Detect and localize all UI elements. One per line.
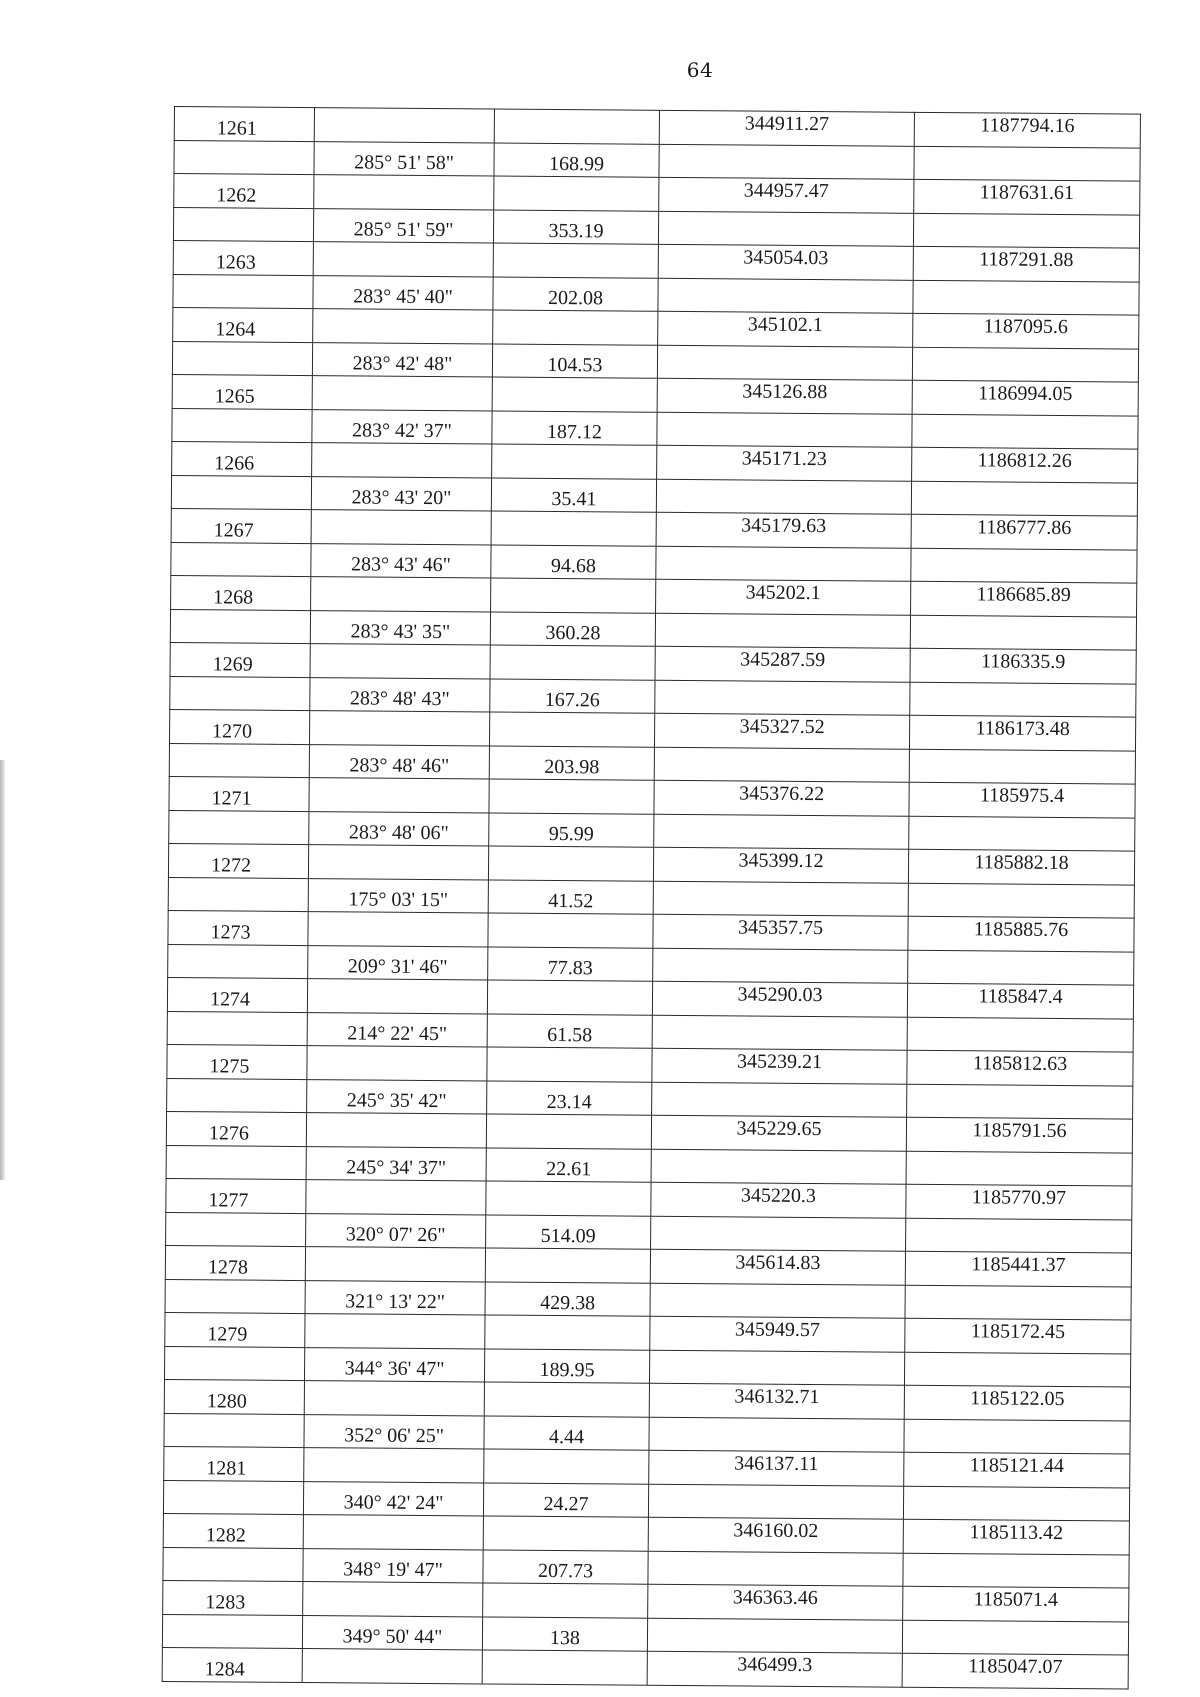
northing-value: 1185441.37	[905, 1251, 1131, 1286]
easting-value: 345171.23	[657, 445, 912, 481]
empty-cell	[907, 1017, 1133, 1052]
empty-cell	[653, 881, 908, 917]
empty-cell	[656, 546, 911, 582]
empty-cell	[910, 615, 1136, 650]
empty-cell	[904, 1419, 1130, 1454]
empty-cell	[649, 1350, 904, 1386]
bearing-value: 348° 19' 47"	[303, 1548, 483, 1583]
distance-value: 429.38	[485, 1281, 650, 1316]
bearing-value: 245° 34' 37"	[306, 1146, 486, 1181]
easting-value: 345239.21	[652, 1048, 907, 1084]
distance-value: 35.41	[491, 478, 656, 513]
northing-value: 1186812.26	[912, 447, 1138, 482]
empty-cell	[653, 948, 908, 984]
northing-value: 1185885.76	[908, 916, 1134, 951]
empty-cell	[309, 711, 489, 746]
empty-cell	[906, 1151, 1132, 1186]
easting-value: 346363.46	[648, 1584, 903, 1620]
empty-cell	[906, 1218, 1132, 1253]
easting-value: 345179.63	[656, 512, 911, 548]
empty-cell	[487, 1047, 652, 1082]
easting-value: 344957.47	[659, 177, 914, 213]
empty-cell	[903, 1486, 1129, 1521]
empty-cell	[902, 1620, 1128, 1655]
station-id: 1268	[171, 575, 311, 610]
station-id: 1272	[168, 843, 308, 878]
empty-cell	[303, 1515, 483, 1550]
empty-cell	[304, 1381, 484, 1416]
empty-cell	[169, 810, 309, 845]
station-id: 1279	[165, 1312, 305, 1347]
distance-value: 360.28	[490, 612, 655, 647]
empty-cell	[651, 1216, 906, 1252]
bearing-value: 340° 42' 24"	[303, 1481, 483, 1516]
empty-cell	[482, 1650, 647, 1685]
empty-cell	[172, 408, 312, 443]
empty-cell	[170, 609, 310, 644]
empty-cell	[648, 1484, 903, 1520]
distance-value: 41.52	[488, 879, 653, 914]
empty-cell	[311, 510, 491, 545]
empty-cell	[172, 341, 312, 376]
distance-value: 514.09	[486, 1214, 651, 1249]
empty-cell	[305, 1247, 485, 1282]
empty-cell	[168, 877, 308, 912]
bearing-value: 352° 06' 25"	[304, 1414, 484, 1449]
northing-value: 1186685.89	[911, 581, 1137, 616]
station-id: 1273	[168, 910, 308, 945]
empty-cell	[908, 950, 1134, 985]
distance-value: 23.14	[487, 1080, 652, 1115]
easting-value: 345327.52	[654, 713, 909, 749]
empty-cell	[314, 108, 494, 143]
empty-cell	[484, 1382, 649, 1417]
empty-cell	[652, 1082, 907, 1118]
bearing-value: 283° 43' 20"	[311, 476, 491, 511]
empty-cell	[169, 743, 309, 778]
empty-cell	[307, 1046, 487, 1081]
empty-cell	[490, 645, 655, 680]
empty-cell	[910, 682, 1136, 717]
empty-cell	[655, 680, 910, 716]
empty-cell	[174, 140, 314, 175]
empty-cell	[171, 475, 311, 510]
northing-value: 1185172.45	[905, 1318, 1131, 1353]
empty-cell	[313, 242, 493, 277]
northing-value: 1185122.05	[904, 1385, 1130, 1420]
empty-cell	[173, 207, 313, 242]
easting-value: 345229.65	[651, 1115, 906, 1151]
empty-cell	[657, 412, 912, 448]
empty-cell	[905, 1285, 1131, 1320]
bearing-value: 349° 50' 44"	[302, 1615, 482, 1650]
empty-cell	[488, 846, 653, 881]
northing-value: 1186994.05	[912, 380, 1138, 415]
distance-value: 104.53	[492, 344, 657, 379]
empty-cell	[314, 175, 494, 210]
station-id: 1282	[163, 1513, 303, 1548]
empty-cell	[166, 1145, 306, 1180]
station-id: 1265	[172, 374, 312, 409]
distance-value: 353.19	[493, 210, 658, 245]
table-body	[162, 107, 1140, 1689]
station-id: 1277	[166, 1178, 306, 1213]
empty-cell	[308, 912, 488, 947]
easting-value: 345220.3	[651, 1182, 906, 1218]
station-id: 1275	[167, 1044, 307, 1079]
station-id: 1283	[163, 1580, 303, 1615]
station-id: 1270	[169, 709, 309, 744]
bearing-value: 283° 48' 06"	[309, 811, 489, 846]
station-id: 1264	[173, 307, 313, 342]
empty-cell	[652, 1015, 907, 1051]
distance-value: 94.68	[491, 545, 656, 580]
empty-cell	[311, 577, 491, 612]
empty-cell	[308, 845, 488, 880]
easting-value: 345202.1	[656, 579, 911, 615]
northing-value: 1187794.16	[914, 112, 1140, 147]
bearing-value: 214° 22' 45"	[307, 1012, 487, 1047]
distance-value: 24.27	[483, 1482, 648, 1517]
station-id: 1274	[167, 977, 307, 1012]
empty-cell	[493, 310, 658, 345]
distance-value: 187.12	[492, 411, 657, 446]
empty-cell	[307, 979, 487, 1014]
easting-value: 346132.71	[649, 1383, 904, 1419]
easting-value: 345357.75	[653, 914, 908, 950]
empty-cell	[483, 1583, 648, 1618]
empty-cell	[489, 712, 654, 747]
empty-cell	[485, 1315, 650, 1350]
empty-cell	[658, 211, 913, 247]
bearing-value: 321° 13' 22"	[305, 1280, 485, 1315]
empty-cell	[306, 1113, 486, 1148]
northing-value: 1185882.18	[908, 849, 1134, 884]
empty-cell	[659, 144, 914, 180]
empty-cell	[164, 1413, 304, 1448]
empty-cell	[648, 1551, 903, 1587]
easting-value: 346160.02	[648, 1517, 903, 1553]
distance-value: 207.73	[483, 1549, 648, 1584]
empty-cell	[658, 278, 913, 314]
empty-cell	[485, 1248, 650, 1283]
northing-value: 1185113.42	[903, 1519, 1129, 1554]
easting-value: 345949.57	[650, 1316, 905, 1352]
easting-value: 344911.27	[659, 110, 914, 146]
empty-cell	[647, 1618, 902, 1654]
empty-cell	[487, 980, 652, 1015]
empty-cell	[907, 1084, 1133, 1119]
distance-value: 95.99	[489, 812, 654, 847]
empty-cell	[306, 1180, 486, 1215]
station-id: 1278	[165, 1245, 305, 1280]
empty-cell	[492, 377, 657, 412]
bearing-value: 344° 36' 47"	[304, 1347, 484, 1382]
empty-cell	[909, 816, 1135, 851]
empty-cell	[655, 613, 910, 649]
empty-cell	[486, 1114, 651, 1149]
distance-value: 167.26	[490, 678, 655, 713]
distance-value: 168.99	[494, 143, 659, 178]
empty-cell	[166, 1212, 306, 1247]
empty-cell	[313, 309, 493, 344]
empty-cell	[304, 1448, 484, 1483]
distance-value: 22.61	[486, 1147, 651, 1182]
empty-cell	[312, 376, 492, 411]
bearing-value: 285° 51' 58"	[314, 141, 494, 176]
empty-cell	[911, 481, 1137, 516]
empty-cell	[656, 479, 911, 515]
station-id: 1281	[164, 1446, 304, 1481]
empty-cell	[903, 1553, 1129, 1588]
empty-cell	[165, 1279, 305, 1314]
empty-cell	[654, 747, 909, 783]
northing-value: 1185121.44	[904, 1452, 1130, 1487]
empty-cell	[163, 1547, 303, 1582]
bearing-value: 320° 07' 26"	[306, 1213, 486, 1248]
easting-value: 345614.83	[650, 1249, 905, 1285]
empty-cell	[483, 1516, 648, 1551]
northing-value: 1185812.63	[907, 1050, 1133, 1085]
empty-cell	[650, 1283, 905, 1319]
easting-value: 345290.03	[652, 981, 907, 1017]
empty-cell	[908, 883, 1134, 918]
station-id: 1280	[164, 1379, 304, 1414]
empty-cell	[494, 109, 659, 144]
station-id: 1263	[173, 240, 313, 275]
empty-cell	[303, 1582, 483, 1617]
empty-cell	[164, 1346, 304, 1381]
empty-cell	[651, 1149, 906, 1185]
bearing-value: 245° 35' 42"	[307, 1079, 487, 1114]
empty-cell	[913, 280, 1139, 315]
empty-cell	[173, 274, 313, 309]
northing-value: 1185770.97	[906, 1184, 1132, 1219]
empty-cell	[491, 511, 656, 546]
northing-value: 1187095.6	[913, 313, 1139, 348]
northing-value: 1187291.88	[913, 246, 1139, 281]
empty-cell	[909, 749, 1135, 784]
station-id: 1266	[172, 441, 312, 476]
northing-value: 1186173.48	[909, 715, 1135, 750]
northing-value: 1186777.86	[911, 514, 1137, 549]
station-id: 1276	[166, 1111, 306, 1146]
empty-cell	[489, 779, 654, 814]
northing-value: 1185071.4	[903, 1586, 1129, 1621]
bearing-value: 175° 03' 15"	[308, 878, 488, 913]
bearing-value: 283° 45' 40"	[313, 275, 493, 310]
empty-cell	[493, 243, 658, 278]
empty-cell	[912, 414, 1138, 449]
bearing-value: 283° 48' 43"	[310, 677, 490, 712]
bearing-value: 283° 43' 35"	[310, 610, 490, 645]
bearing-value: 283° 42' 48"	[312, 342, 492, 377]
empty-cell	[486, 1181, 651, 1216]
empty-cell	[309, 778, 489, 813]
northing-value: 1187631.61	[914, 179, 1140, 214]
empty-cell	[167, 1078, 307, 1113]
bearing-value: 285° 51' 59"	[313, 208, 493, 243]
empty-cell	[911, 548, 1137, 583]
station-id: 1271	[169, 776, 309, 811]
empty-cell	[904, 1352, 1130, 1387]
easting-value: 345287.59	[655, 646, 910, 682]
easting-value: 346499.3	[647, 1651, 902, 1687]
distance-value: 203.98	[489, 745, 654, 780]
easting-value: 345376.22	[654, 780, 909, 816]
easting-value: 345399.12	[653, 847, 908, 883]
empty-cell	[312, 443, 492, 478]
empty-cell	[491, 578, 656, 613]
empty-cell	[162, 1614, 302, 1649]
station-row	[162, 1647, 1128, 1688]
station-id: 1269	[170, 642, 310, 677]
empty-cell	[654, 814, 909, 850]
empty-cell	[488, 913, 653, 948]
northing-value: 1185047.07	[902, 1653, 1128, 1688]
station-id: 1284	[162, 1647, 302, 1682]
survey-coordinates-table	[162, 106, 1141, 1689]
northing-value: 1185847.4	[907, 983, 1133, 1018]
easting-value: 345054.03	[658, 244, 913, 280]
northing-value: 1186335.9	[910, 648, 1136, 683]
empty-cell	[914, 146, 1140, 181]
bearing-value: 283° 43' 46"	[311, 543, 491, 578]
easting-value: 345102.1	[658, 311, 913, 347]
empty-cell	[310, 644, 490, 679]
empty-cell	[167, 1011, 307, 1046]
empty-cell	[170, 676, 310, 711]
empty-cell	[484, 1449, 649, 1484]
bearing-value: 283° 42' 37"	[312, 409, 492, 444]
empty-cell	[171, 542, 311, 577]
empty-cell	[168, 944, 308, 979]
station-id: 1262	[174, 174, 314, 209]
northing-value: 1185791.56	[906, 1117, 1132, 1152]
easting-value: 346137.11	[649, 1450, 904, 1486]
distance-value: 202.08	[493, 277, 658, 312]
empty-cell	[305, 1314, 485, 1349]
distance-value: 4.44	[484, 1415, 649, 1450]
empty-cell	[657, 345, 912, 381]
empty-cell	[163, 1480, 303, 1515]
empty-cell	[492, 444, 657, 479]
page-number: 64	[686, 58, 714, 82]
bearing-value: 209° 31' 46"	[308, 945, 488, 980]
empty-cell	[912, 347, 1138, 382]
empty-cell	[302, 1649, 482, 1684]
empty-cell	[649, 1417, 904, 1453]
bearing-value: 283° 48' 46"	[309, 744, 489, 779]
easting-value: 345126.88	[657, 378, 912, 414]
northing-value: 1185975.4	[909, 782, 1135, 817]
distance-value: 189.95	[484, 1348, 649, 1383]
distance-value: 77.83	[488, 946, 653, 981]
distance-value: 138	[482, 1616, 647, 1651]
empty-cell	[913, 213, 1139, 248]
empty-cell	[494, 176, 659, 211]
scan-edge-shadow	[0, 760, 5, 1180]
distance-value: 61.58	[487, 1013, 652, 1048]
station-id: 1267	[171, 508, 311, 543]
station-id: 1261	[174, 107, 314, 142]
